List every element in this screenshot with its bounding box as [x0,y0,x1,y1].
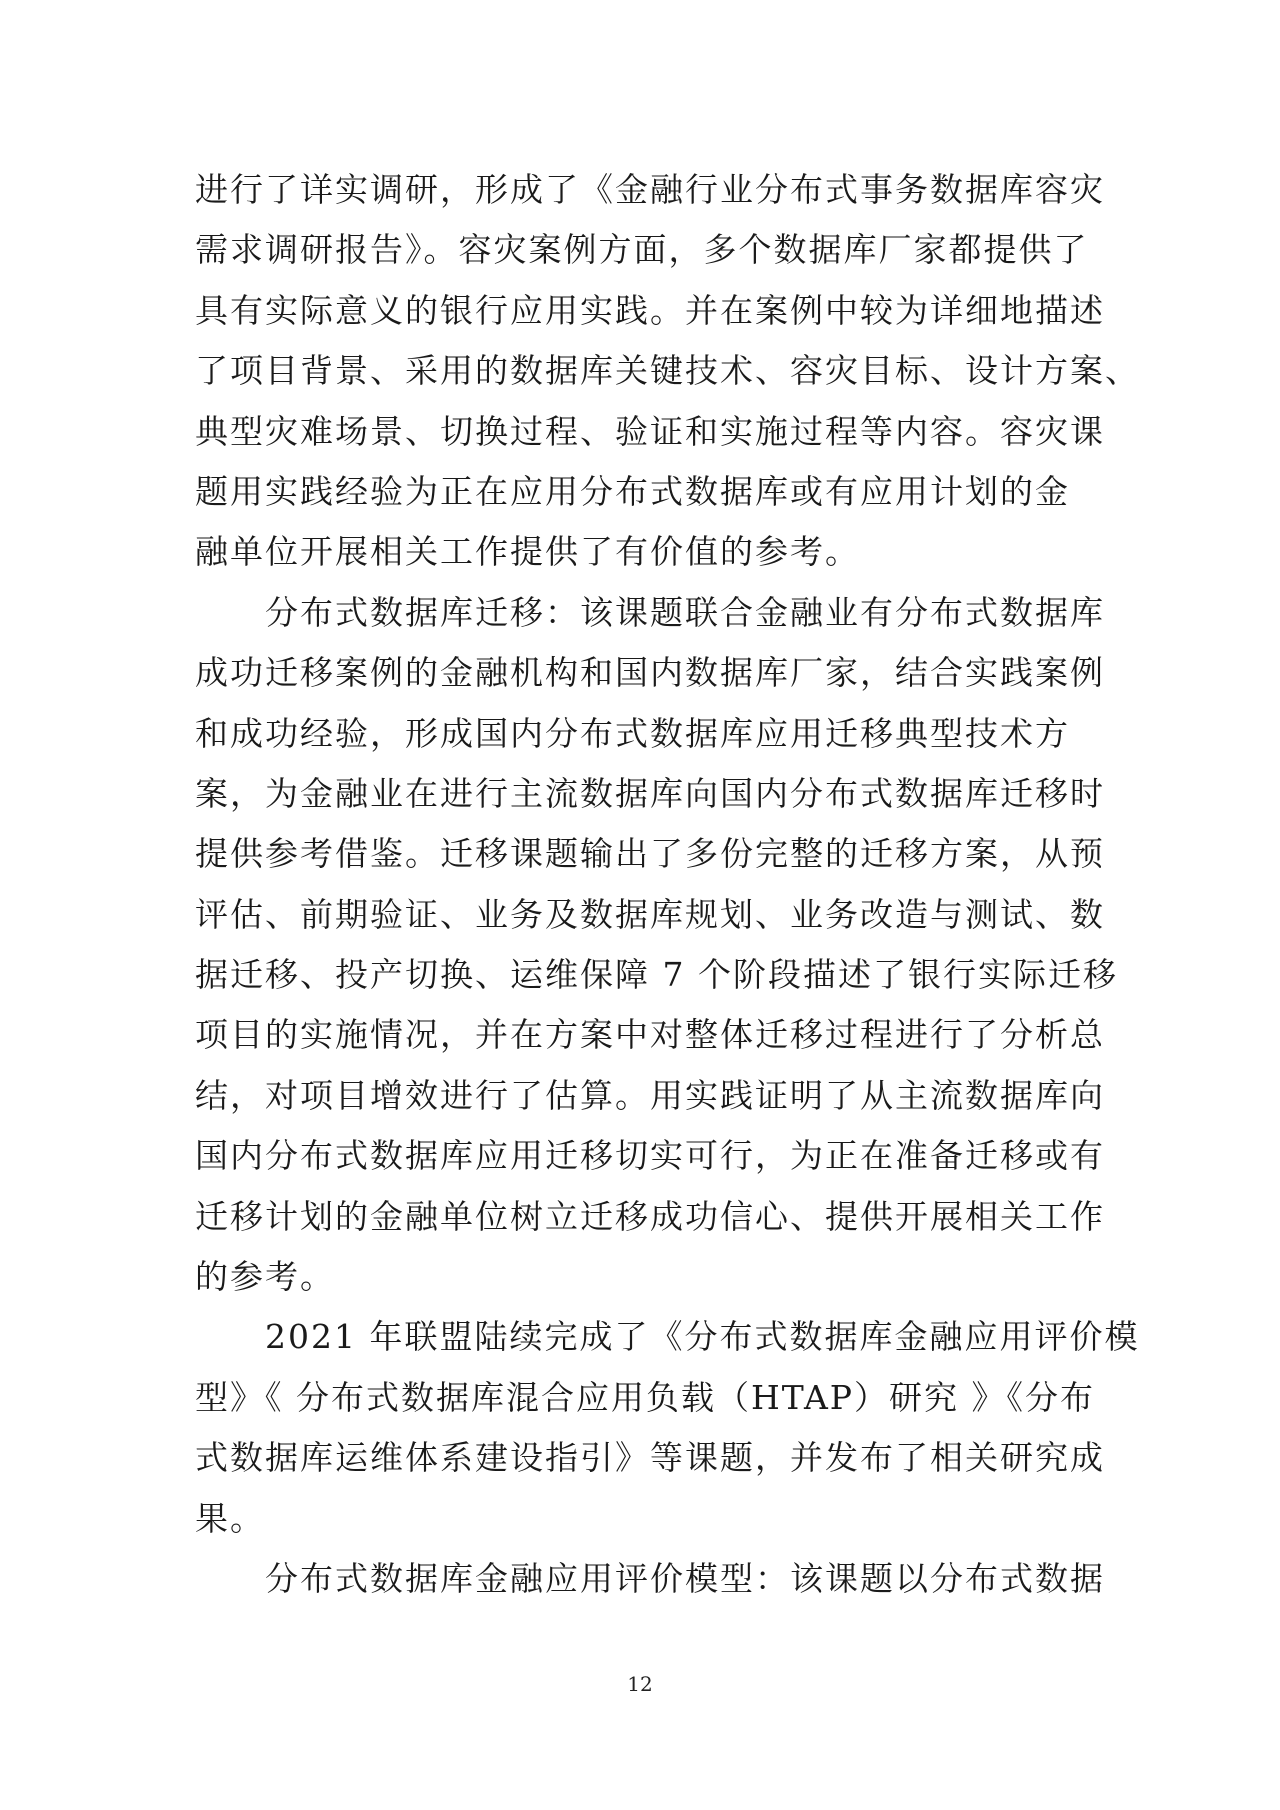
text-line: 果。 [195,1498,265,1538]
text-line: 和成功经验，形成国内分布式数据库应用迁移典型技术方 [195,713,1070,753]
text-line: 进行了详实调研，形成了《金融行业分布式事务数据库容灾 [195,170,1105,209]
page-number: 12 [627,1672,653,1696]
text-line: 式数据库运维体系建设指引》等课题，并发布了相关研究成 [195,1438,1105,1478]
text-line: 分布式数据库金融应用评价模型：该课题以分布式数据 [195,1558,1105,1598]
text-line: 迁移计划的金融单位树立迁移成功信心、提供开展相关工作 [195,1196,1105,1236]
text-line: 具有实际意义的银行应用实践。并在案例中较为详细地描述 [195,290,1105,330]
text-line: 融单位开展相关工作提供了有价值的参考。 [195,532,860,572]
text-line: 需求调研报告》。容灾案例方面，多个数据库厂家都提供了 [195,230,1089,270]
text-line: 题用实践经验为正在应用分布式数据库或有应用计划的金 [195,471,1070,511]
text-line: 评估、前期验证、业务及数据库规划、业务改造与测试、数 [195,894,1105,934]
text-line: 据迁移、投产切换、运维保障 7 个阶段描述了银行实际迁移 [195,955,1118,995]
text-line: 国内分布式数据库应用迁移切实可行，为正在准备迁移或有 [195,1136,1105,1176]
text-line: 典型灾难场景、切换过程、验证和实施过程等内容。容灾课 [195,411,1105,451]
text-line: 提供参考借鉴。迁移课题输出了多份完整的迁移方案，从预 [195,834,1105,874]
text-line: 型》《 分布式数据库混合应用负载（HTAP）研究 》《分布 [195,1377,1095,1417]
text-line: 案，为金融业在进行主流数据库向国内分布式数据库迁移时 [195,773,1105,813]
text-line: 结，对项目增效进行了估算。用实践证明了从主流数据库向 [195,1075,1105,1115]
text-line: 分布式数据库迁移：该课题联合金融业有分布式数据库 [195,592,1105,632]
text-line: 了项目背景、采用的数据库关键技术、容灾目标、设计方案、 [195,351,1140,391]
body-text [195,160,1140,1609]
text-line: 成功迁移案例的金融机构和国内数据库厂家，结合实践案例 [195,653,1105,693]
text-line: 项目的实施情况，并在方案中对整体迁移过程进行了分析总 [195,1015,1105,1055]
text-line: 2021 年联盟陆续完成了《分布式数据库金融应用评价模 [195,1317,1140,1357]
text-line: 的参考。 [195,1257,335,1297]
